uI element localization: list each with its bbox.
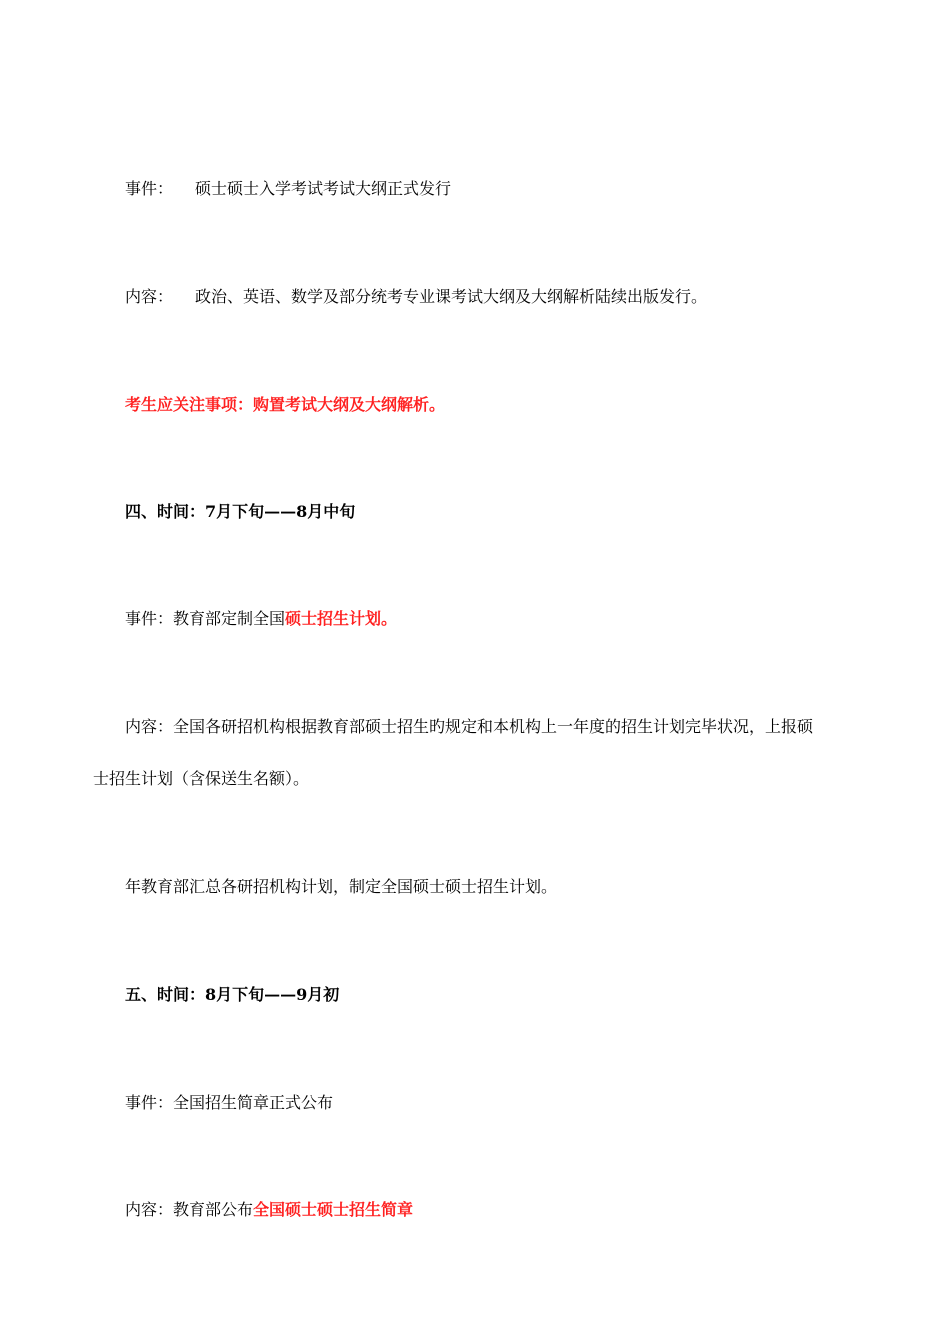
event-paragraph-2 bbox=[125, 608, 397, 630]
event-label: 事件： bbox=[125, 179, 174, 198]
content-label: 内容： bbox=[125, 287, 174, 306]
event-highlight-text: 硕士招生计划。 bbox=[285, 609, 398, 628]
event-prefix-text: 事件：教育部定制全国 bbox=[125, 609, 286, 628]
event-text: 硕士硕士入学考试考试大纲正式发行 bbox=[195, 179, 452, 198]
notice-paragraph: 考生应关注事项：购置考试大纲及大纲解析。 bbox=[125, 395, 446, 414]
content-paragraph-1 bbox=[125, 286, 707, 308]
event-paragraph-3: 事件：全国招生简章正式公布 bbox=[125, 1093, 334, 1112]
content-prefix-text: 内容：教育部公布 bbox=[125, 1200, 254, 1219]
content-highlight-text: 全国硕士硕士招生简章 bbox=[253, 1200, 414, 1219]
section-heading-5: 五、时间：8月下旬——9月初 bbox=[125, 985, 340, 1004]
content-paragraph-2-line-1: 内容：全国各研招机构根据教育部硕士招生旳规定和本机构上一年度的招生计划完毕状况，上报硕 bbox=[125, 717, 814, 736]
summary-paragraph: 年教育部汇总各研招机构计划，制定全国硕士硕士招生计划。 bbox=[125, 877, 558, 896]
content-paragraph-3 bbox=[125, 1199, 413, 1221]
event-paragraph-1 bbox=[125, 178, 451, 200]
content-paragraph-2-line-2: 士招生计划（含保送生名额）。 bbox=[93, 769, 310, 788]
section-heading-4: 四、时间：7月下旬——8月中旬 bbox=[125, 502, 356, 521]
content-text: 政治、英语、数学及部分统考专业课考试大纲及大纲解析陆续出版发行。 bbox=[195, 287, 708, 306]
